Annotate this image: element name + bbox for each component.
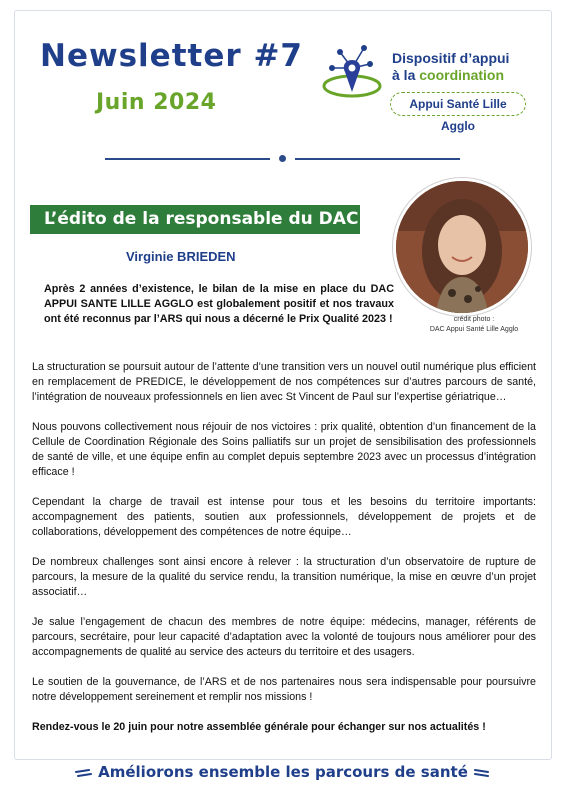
separator-right: [295, 158, 460, 160]
photo-credit-label: crédit photo :: [453, 316, 495, 323]
swoosh-left-icon: [75, 769, 93, 777]
paragraph-5: Je salue l’engagement de chacun des membres de notre équipe: médecins, manager, référents de parcours, secrétaire, pour leur capacité d’adaptation avec la volonté de toujours nous améliorer pour des accompagnements de qualité au service des acteurs du territoire et des usagers.: [32, 616, 536, 658]
edito-body: [32, 360, 536, 750]
paragraph-6: Le soutien de la gouvernance, de l’ARS et de nos partenaires nous sera indispensable pour poursuivre notre développement sereinement et remplir nos missions !: [32, 676, 536, 703]
photo-credit-owner: DAC Appui Santé Lille Agglo: [429, 326, 519, 333]
author-photo: [393, 178, 531, 316]
edito-banner: L’édito de la responsable du DAC: [30, 205, 360, 234]
edito-intro: Après 2 années d’existence, le bilan de la mise en place du DAC APPUI SANTE LILLE AGGLO est globalement positif et nos travaux ont été reconnus par l’ARS qui nous a décerné le Prix Qualité 2023 !: [44, 283, 394, 325]
footer-slogan: [0, 763, 566, 781]
newsletter-title: Newsletter #7: [40, 38, 303, 74]
logo-text-line2: [392, 67, 504, 83]
dac-logo-icon: [318, 38, 386, 106]
paragraph-7: Rendez-vous le 20 juin pour notre assemblée générale pour échanger sur nos actualités !: [32, 721, 486, 733]
swoosh-right-icon: [473, 769, 491, 777]
newsletter-date: Juin 2024: [96, 90, 217, 115]
paragraph-3: Cependant la charge de travail est intense pour tous et les besoins du territoire importants: accompagnement des patients, soutien aux professionnels, développement de projets et de collaborations, développement des compétences de notre équipe…: [32, 496, 536, 538]
portrait-image: [396, 181, 528, 313]
footer-slogan-text: Améliorons ensemble les parcours de santé: [98, 763, 468, 781]
logo-text-accent: coordination: [419, 67, 505, 83]
logo-text-line1: Dispositif d’appui: [392, 50, 510, 66]
photo-credit: [400, 315, 548, 335]
author-name: Virginie BRIEDEN: [126, 249, 236, 264]
paragraph-4: De nombreux challenges sont ainsi encore à relever : la structuration d’un observatoire de rupture de parcours, la mesure de la qualité du service rendu, la transition numérique, la mise en œuvre d’un projet associatif…: [32, 556, 536, 598]
paragraph-1: La structuration se poursuit autour de l’attente d’une transition vers un nouvel outil numérique plus efficient en remplacement de PREDICE, le développement de nos compétences sur d’autres parcours de santé, l’intégration de nouveaux professionnels en lien avec St Vincent de Paul sur l’expertise gériatrique…: [32, 361, 536, 403]
logo-text-prefix: à la: [392, 67, 420, 83]
paragraph-2: Nous pouvons collectivement nous réjouir de nos victoires : prix qualité, obtention d’un financement de la Cellule de Coordination Régionale des Soins palliatifs sur un projet de sensibilisation des professionnels de santé de ville, et une équipe enfin au complet depuis septembre 2023 avec un processus d’intégration efficace !: [32, 421, 536, 478]
separator-left: [105, 158, 270, 160]
separator-dot: [279, 155, 286, 162]
logo-pill: Appui Santé Lille Agglo: [390, 92, 526, 116]
